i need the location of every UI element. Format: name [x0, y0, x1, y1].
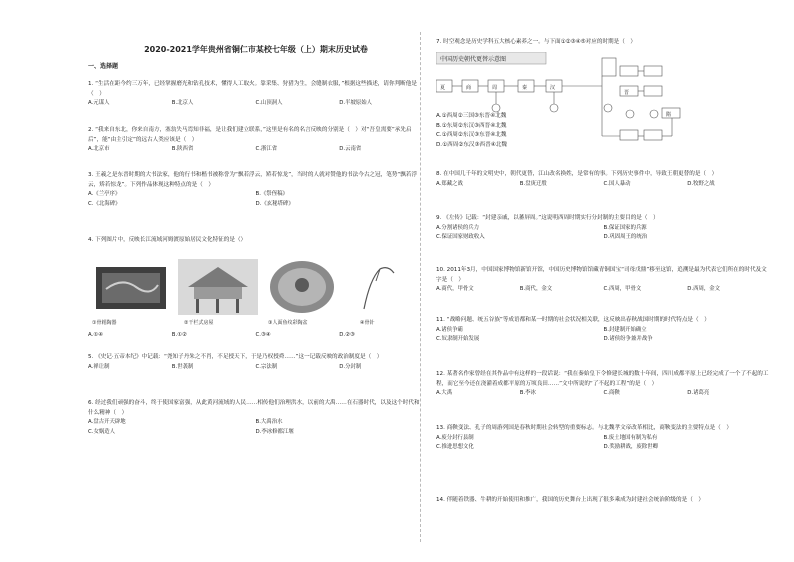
image-caption: ③人面鱼纹彩陶盆	[268, 320, 308, 326]
option-a: A.《兰亭序》	[88, 191, 121, 198]
box-label: 商	[466, 85, 472, 91]
option-b: B.①东周②东汉③西晋④北魏	[436, 122, 507, 129]
painted-pottery-basin-image	[266, 259, 338, 315]
option-b: B.大禹治水	[255, 419, 283, 426]
diagram-title: 中国历史朝代更替示意图	[440, 56, 507, 63]
option-d: D.云南省	[339, 146, 362, 153]
option-d: D.巩固周王的统治	[603, 234, 648, 241]
option-d: D.牧野之战	[687, 180, 715, 187]
option-c: C.保证国家财政收入	[436, 234, 485, 241]
question-stem: 11. “战略问题、统五谷族”等成语都和某一时期的社会状况相关联，这反映出春秋战国时期的时代特点是（ ）	[436, 317, 710, 323]
option-b: B.废土地国有制为私有	[603, 434, 658, 441]
option-b: B.世袭制	[171, 363, 194, 370]
option-a: A.分割诸侯的兵力	[436, 224, 480, 231]
option-b: B.《祭侄稿》	[255, 191, 288, 198]
question-stem: 5. 《史记·五帝本纪》中记载：“尧知子丹朱之不肖，不足授天下，于是乃权授舜……”这一记载反映的政治制度是（ ）	[88, 354, 383, 360]
option-d: D.李冰修都江堰	[255, 428, 294, 435]
question-stem: 7. 时空观念是历史学科五大核心素养之一。与下面①②③④⑤对应的时期是（ ）	[436, 39, 637, 45]
option-c: C.商鞅	[603, 390, 620, 397]
option-a: A.郑藏之战	[436, 180, 463, 187]
option-a: A.北京市	[88, 146, 110, 153]
box-label: 隋	[666, 112, 672, 118]
question-4-options	[88, 331, 423, 341]
question-2	[88, 126, 423, 155]
option-d: D.诸葛亮	[687, 390, 710, 397]
question-stem: 13. 商鞅变法、孔子的周游列国是春秋时期社会转型的重要标志。与北魏孝文帝改革相比，商鞅变法的主要特点是（ ）	[436, 425, 732, 431]
option-a: A.①西周②三国③东晋④北魏	[436, 113, 507, 119]
option-c: C.推进思想文化	[436, 444, 474, 451]
option-b: B.李冰	[519, 390, 536, 397]
exam-title: 2020-2021学年贵州省铜仁市某校七年级（上）期末历史试卷	[144, 45, 368, 54]
option-c: C.①西周②东汉③东晋④北魏	[436, 132, 507, 139]
option-d: D.①西周②东汉③西晋④北魏	[436, 141, 507, 148]
option-d: D.分封制	[339, 363, 362, 370]
option-d: D.西周，金文	[687, 286, 721, 293]
option-c: C.奴隶制开始发展	[436, 336, 480, 343]
option-a: A.①④	[88, 332, 103, 338]
option-b: B.北京人	[171, 100, 194, 107]
option-a: A.大禹	[436, 390, 453, 397]
question-stem: 12. 某著名作家曾经在其作品中有这样的一段话说：“我在秦始皇下令修建长城的数十年间，四川成都平原上已经完成了一个了不起的工程，而它至今还在浇灌着成都平原的万顷良田……”文中所说的“了不起的工程”的是（ ）	[436, 371, 769, 387]
question-10	[436, 266, 771, 295]
option-d: D.《玄秘塔碑》	[255, 200, 294, 207]
question-4	[88, 236, 423, 246]
question-stem: 9. 《左传》记载：“封建亲戚，以蕃屏周。”这说明西周时期实行分封制的主要目的是（ ）	[436, 215, 659, 221]
option-a: A.商代，甲骨文	[436, 286, 474, 293]
box-label: 秦	[522, 85, 528, 91]
box-label: 夏	[440, 85, 446, 91]
question-4-images	[88, 259, 418, 331]
stilt-house-image	[178, 259, 258, 315]
box-label: 周	[492, 85, 498, 91]
question-stem: 4. 下列图片中，反映长江流域河姆渡原始居民文化特征的是（）	[88, 237, 247, 243]
question-5	[88, 353, 423, 372]
question-13	[436, 424, 771, 453]
option-b: B.陕西省	[171, 146, 194, 153]
question-7-options	[436, 112, 771, 150]
option-b: B.商代，金文	[519, 286, 553, 293]
option-c: C.山顶洞人	[255, 100, 283, 107]
question-7	[436, 38, 771, 48]
question-8	[436, 170, 771, 189]
question-14	[436, 496, 771, 506]
section-heading: 一、选择题	[88, 63, 119, 70]
question-stem: 2. “我来自东北，你来自南方，塞翁失马焉知非福，是让我们建立联系，”这里是有名的名言反映的分别是（ ）对“吾皇需要”承先启后”，能“由主引定”的远古人类应该是（ ）	[88, 127, 412, 143]
option-d: D.半坡原始人	[339, 100, 373, 107]
box-label: 汉	[550, 85, 556, 91]
question-9	[436, 214, 771, 243]
question-stem: 14. 伴随着铁器、牛耕的开始使用和推广，我国的历史舞台上出现了很多乘成为封建社会统治阶级的是（ ）	[436, 497, 704, 503]
option-c: C.浙江省	[255, 146, 278, 153]
option-b: B.封建制开始确立	[603, 326, 647, 333]
bone-plow-image	[92, 259, 170, 315]
option-c: C.宗法制	[255, 363, 278, 370]
image-caption: ②干栏式房屋	[184, 320, 214, 326]
question-stem: 1. “生活在距今约三万年，已经掌握磨光和钻孔技术，懂得人工取火。靠采集、狩猎为生，会缝制衣服，”根据这些描述，请你判断他是（ ）	[88, 81, 417, 97]
question-11	[436, 316, 771, 345]
option-a: A.废分封行县制	[436, 434, 474, 441]
question-6	[88, 399, 423, 437]
question-stem: 3. 王羲之是东晋时期的大书法家，他的行书和楷书被称誉为“飘若浮云，矫若惊龙”，当时的人就对赞他的书法今古之冠，笔势“飘若浮云，矫若惊龙”。下列作品体现这种特点的是（ ）	[88, 172, 418, 188]
option-a: A.元谋人	[88, 100, 110, 107]
option-c: C.国人暴动	[603, 180, 631, 187]
question-stem: 6. 经过我们顽强的奋斗，终于使国家富强，从此黄河流域的人民……相传他们治理洪水，以前的大禹……在石器时代，以及这个时代和什么精神（ ）	[88, 400, 420, 416]
option-d: D.奖励耕战，废除世卿	[603, 444, 658, 451]
image-caption: ④骨针	[360, 320, 375, 326]
question-1	[88, 80, 423, 109]
option-a: A.禅让制	[88, 363, 110, 370]
option-b: B.保证国家的兵源	[603, 224, 647, 231]
option-a: A.盘古开天辟地	[88, 419, 126, 426]
question-12	[436, 370, 771, 399]
option-b: B.盘庚迁殷	[519, 180, 547, 187]
option-a: A.诸侯争霸	[436, 326, 463, 333]
bone-needle-image	[350, 259, 410, 315]
image-caption: ①骨耜陶器	[92, 320, 117, 326]
box-label: 晋	[624, 90, 630, 96]
option-d: D.②③	[339, 332, 355, 338]
option-b: B.①②	[171, 332, 187, 338]
question-stem: 10. 2011年3月，中国国家博物馆新馆开馆，中国历史博物馆馆藏青铜国宝“司母戊鼎”移至这馆，追溯是最为代表它们所在的时代及文字是（ ）	[436, 267, 767, 283]
option-c: C.③④	[255, 332, 271, 338]
option-c: C.《北海碑》	[88, 200, 121, 207]
option-c: C.女娲造人	[88, 428, 116, 435]
question-stem: 8. 在中国几千年的文明史中，朝代更替，江山改名换姓，是常有的事。下列历史事件中，导致王朝更替的是（ ）	[436, 171, 718, 177]
option-d: D.诸侯纷争兼并战争	[603, 336, 653, 343]
option-c: C.西周，甲骨文	[603, 286, 642, 293]
question-3	[88, 171, 423, 209]
